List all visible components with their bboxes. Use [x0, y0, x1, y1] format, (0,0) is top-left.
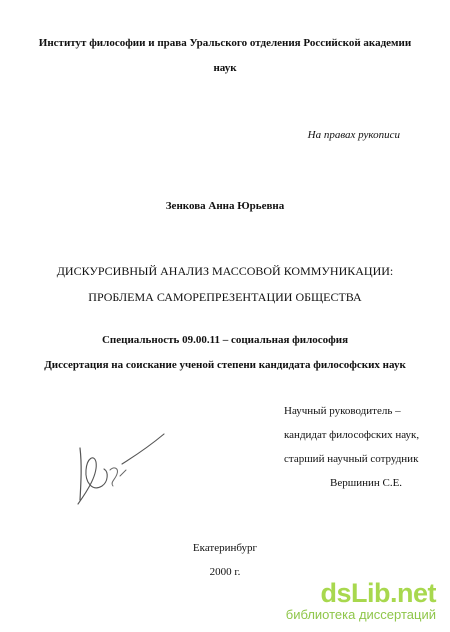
city: Екатеринбург: [192, 542, 258, 554]
year: 2000 г.: [209, 566, 241, 578]
watermark-subtitle: библиотека диссертаций: [285, 607, 436, 622]
supervisor-line-4: Вершинин С.Е.: [330, 477, 403, 489]
author-name: Зенкова Анна Юрьевна: [165, 200, 285, 212]
title-line-2: ПРОБЛЕМА САМОРЕПРЕЗЕНТАЦИИ ОБЩЕСТВА: [88, 290, 362, 304]
degree-line: Диссертация на соискание ученой степени кандидата философских наук: [44, 359, 406, 371]
institution-line-2: наук: [213, 62, 237, 74]
supervisor-line-2: кандидат философских наук,: [284, 429, 420, 441]
watermark-logo: dsLib.net: [320, 578, 436, 608]
handwritten-signature: [68, 420, 178, 520]
dslib-watermark: [286, 580, 436, 622]
supervisor-line-1: Научный руководитель –: [284, 405, 401, 417]
manuscript-note: На правах рукописи: [307, 129, 400, 141]
supervisor-line-3: старший научный сотрудник: [284, 453, 419, 465]
specialty: Специальность 09.00.11 – социальная философия: [101, 334, 349, 346]
title-line-1: ДИСКУРСИВНЫЙ АНАЛИЗ МАССОВОЙ КОММУНИКАЦИИ:: [56, 264, 394, 278]
institution-line-1: Институт философии и права Уральского отделения Российской академии: [38, 37, 412, 49]
